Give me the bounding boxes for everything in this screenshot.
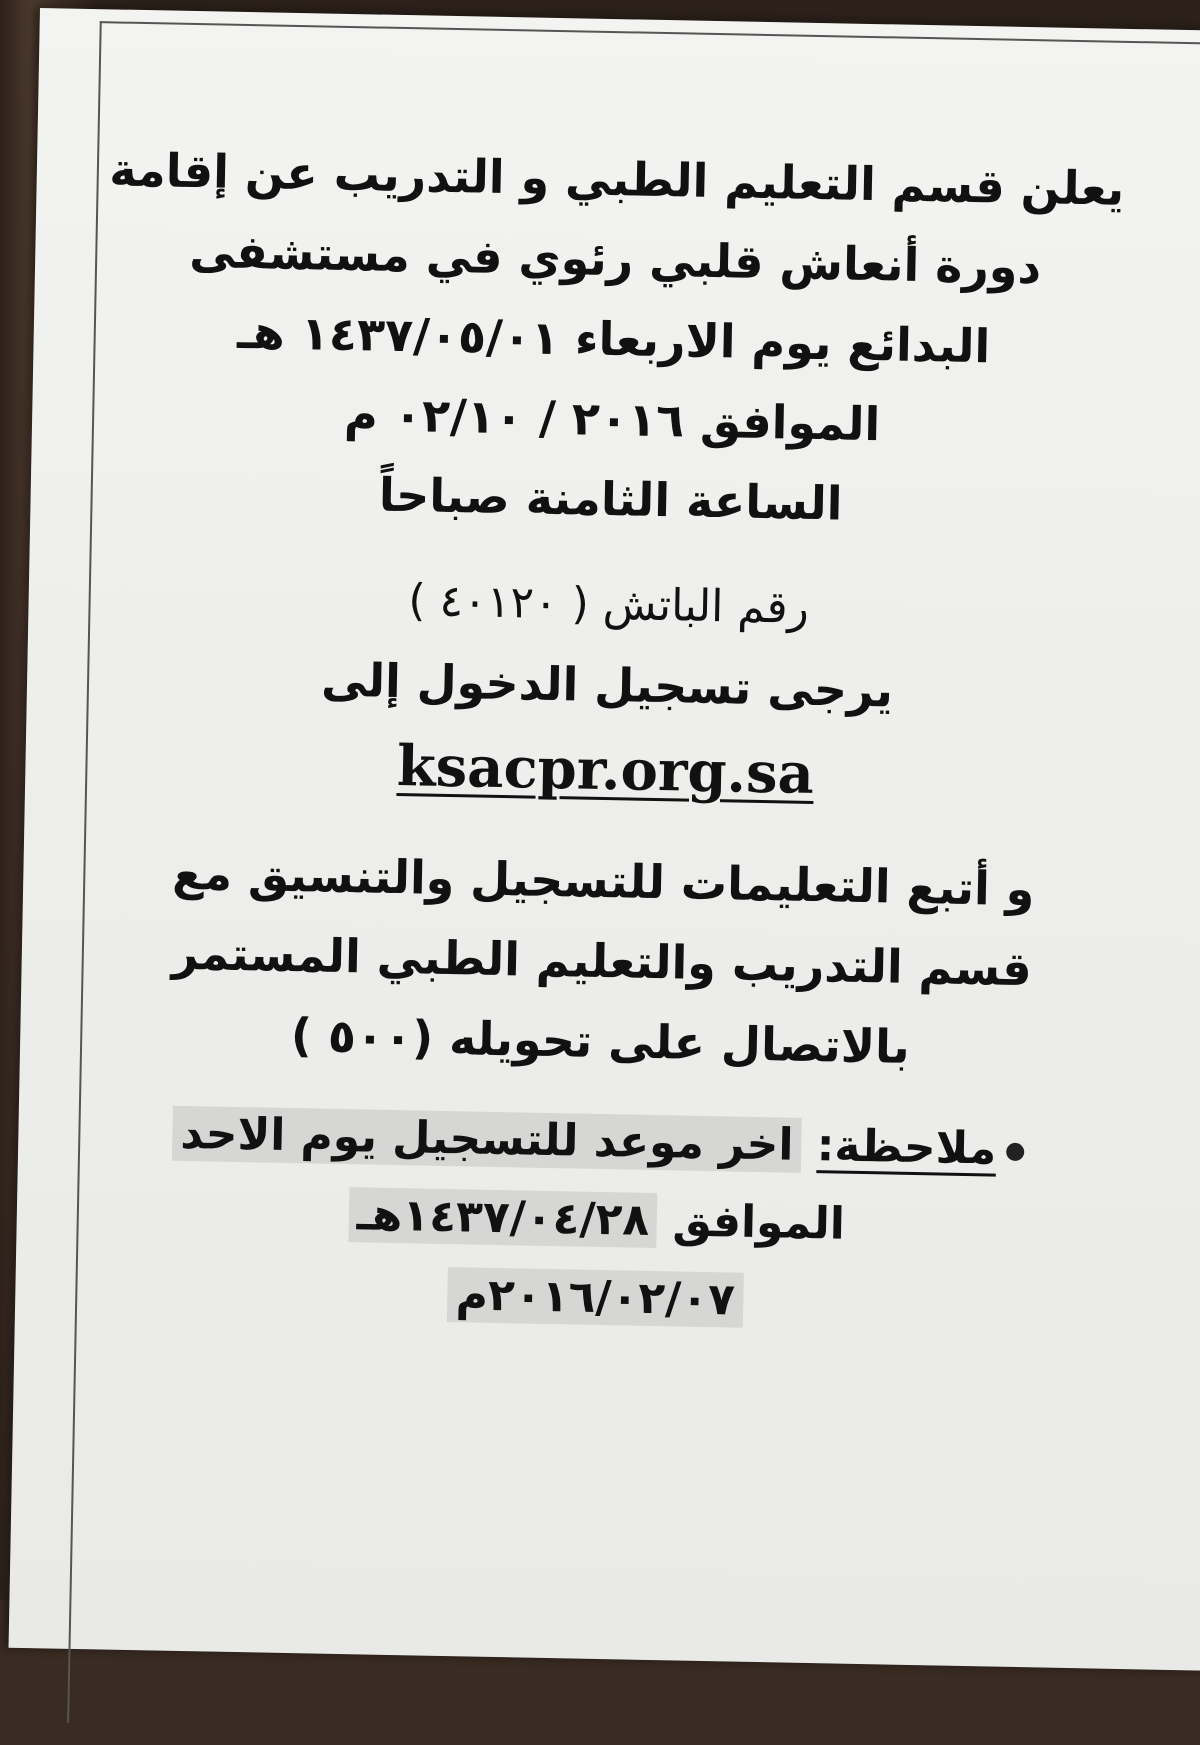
- batch-number: رقم الباتش ( ٤٠١٢٠ ): [407, 575, 810, 634]
- announcement-line-5: الساعة الثامنة صباحاً: [378, 467, 843, 531]
- note-agreement-label: الموافق: [672, 1195, 846, 1250]
- follow-line-3: بالاتصال على تحويله (٥٠٠ ): [290, 1008, 911, 1074]
- follow-line-2: قسم التدريب والتعليم الطبي المستمر: [171, 925, 1033, 997]
- registration-url: ksacpr.org.sa: [396, 732, 815, 807]
- paper-sheet: [9, 8, 1200, 1671]
- note-label: ملاحظة:: [816, 1120, 997, 1175]
- register-instruction: يرجى تسجيل الدخول إلى: [320, 652, 894, 718]
- note-gregorian-date: ٢٠١٦/٠٢/٠٧م: [447, 1267, 743, 1328]
- follow-line-1: و أتبع التعليمات للتسجيل والتنسيق مع: [171, 845, 1035, 917]
- note-hijri-date: ١٤٣٧/٠٤/٢٨هـ: [348, 1187, 658, 1248]
- note-deadline-text: اخر موعد للتسجيل يوم الاحد: [172, 1106, 802, 1173]
- announcement-line-1: يعلن قسم التعليم الطبي و التدريب عن إقامة: [108, 142, 1125, 216]
- announcement-line-3: البدائع يوم الاربعاء ١٤٣٧/٠٥/٠١ هـ: [236, 304, 991, 374]
- announcement-line-2: دورة أنعاش قلبي رئوي في مستشفى: [188, 223, 1042, 295]
- announcement-content: [85, 129, 1128, 1346]
- announcement-line-4: الموافق ٢٠١٦ / ٠٢/١٠ م: [343, 386, 881, 452]
- note-block: [85, 1093, 1109, 1347]
- bullet-icon: [1006, 1143, 1024, 1161]
